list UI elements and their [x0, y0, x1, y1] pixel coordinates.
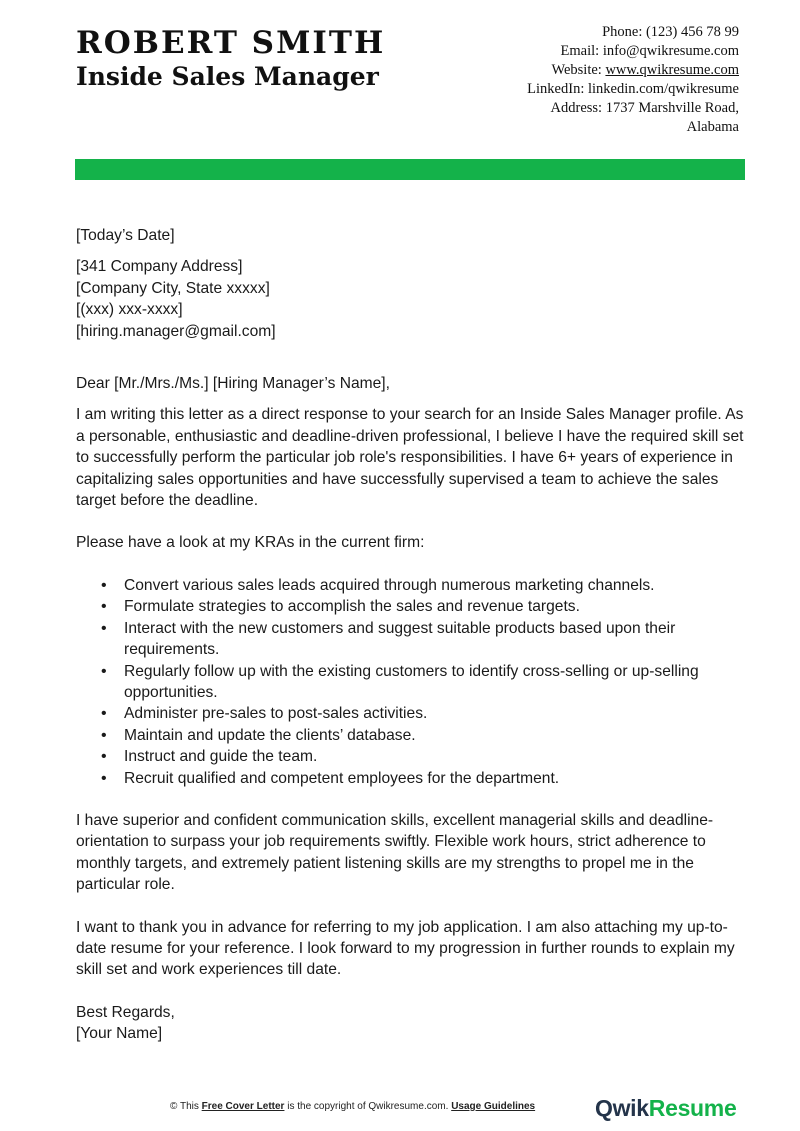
- kras-list: [76, 575, 746, 789]
- intro-paragraph: I am writing this letter as a direct response to your search for an Inside Sales Manager profile. As a personable, enthusiastic and deadline-driven professional, I believe I have the required skill set to successfully perform the particular job role's responsibilities. I have 6+ years of experience in capitalizing sales opportunities and have successfully supervised a team to achieve the sales target before the deadline.: [76, 406, 744, 510]
- accent-divider: [75, 159, 745, 180]
- list-item: • Regularly follow up with the existing customers to identify cross-selling or up-selling opportunities.: [124, 661, 746, 704]
- page-footer: [0, 1095, 800, 1119]
- salutation: Dear [Mr./Mrs./Ms.] [Hiring Manager’s Name],: [76, 375, 390, 393]
- list-item: • Convert various sales leads acquired through numerous marketing channels.: [124, 575, 746, 596]
- recipient-block: [76, 256, 746, 342]
- applicant-name: ROBERT SMITH: [76, 25, 386, 61]
- contact-phone: Phone: (123) 456 78 99: [602, 24, 739, 40]
- qwikresume-logo: [595, 1095, 736, 1122]
- recipient-city: [Company City, State xxxxx]: [76, 279, 270, 297]
- copyright-middle: is the copyright of Qwikresume.com.: [284, 1101, 452, 1112]
- list-item: • Formulate strategies to accomplish the sales and revenue targets.: [124, 596, 746, 617]
- logo-part-qwik: Qwik: [595, 1095, 649, 1121]
- website-label: Website:: [551, 62, 606, 78]
- recipient-phone: [(xxx) xxx-xxxx]: [76, 301, 183, 319]
- contact-linkedin: LinkedIn: linkedin.com/qwikresume: [527, 81, 739, 97]
- skills-paragraph: I have superior and confident communication skills, excellent managerial skills and deadline-orientation to surpass your job requirements swiftly. Flexible work hours, strict adherence to monthly targets, and extremely patient listening skills are my strengths to propel me in the particular role.: [76, 811, 714, 894]
- contact-address-line1: Address: 1737 Marshville Road,: [550, 100, 739, 116]
- list-item: • Maintain and update the clients’ database.: [124, 725, 746, 746]
- copyright-prefix: © This: [170, 1101, 202, 1112]
- list-item: • Recruit qualified and competent employees for the department.: [124, 768, 746, 789]
- free-cover-letter-link[interactable]: Free Cover Letter: [201, 1101, 285, 1112]
- contact-email: Email: info@qwikresume.com: [560, 43, 739, 59]
- list-item: • Interact with the new customers and suggest suitable products based upon their requirements.: [124, 618, 746, 661]
- website-link[interactable]: www.qwikresume.com: [605, 62, 739, 78]
- closing-paragraph: I want to thank you in advance for referring to my job application. I am also attaching my up-to-date resume for your reference. I look forward to my progression in further rounds to explain my skill set and work experiences till date.: [76, 918, 735, 979]
- usage-guidelines-link[interactable]: Usage Guidelines: [451, 1101, 536, 1112]
- kras-intro: Please have a look at my KRAs in the current firm:: [76, 534, 425, 552]
- contact-address-line2: Alabama: [686, 119, 739, 135]
- contact-website: [439, 61, 739, 80]
- letter-date: [Today’s Date]: [76, 227, 175, 244]
- copyright-notice: [170, 1101, 535, 1112]
- letter-body: [76, 225, 746, 1045]
- signature: [Your Name]: [76, 1025, 163, 1043]
- list-item: • Instruct and guide the team.: [124, 746, 746, 767]
- contact-block: [439, 23, 739, 137]
- recipient-address: [341 Company Address]: [76, 258, 243, 276]
- logo-part-resume: Resume: [648, 1095, 737, 1121]
- signoff: Best Regards,: [76, 1003, 175, 1021]
- recipient-email: [hiring.manager@gmail.com]: [76, 322, 276, 340]
- job-title: Inside Sales Manager: [76, 62, 379, 91]
- list-item: • Administer pre-sales to post-sales activities.: [124, 703, 746, 724]
